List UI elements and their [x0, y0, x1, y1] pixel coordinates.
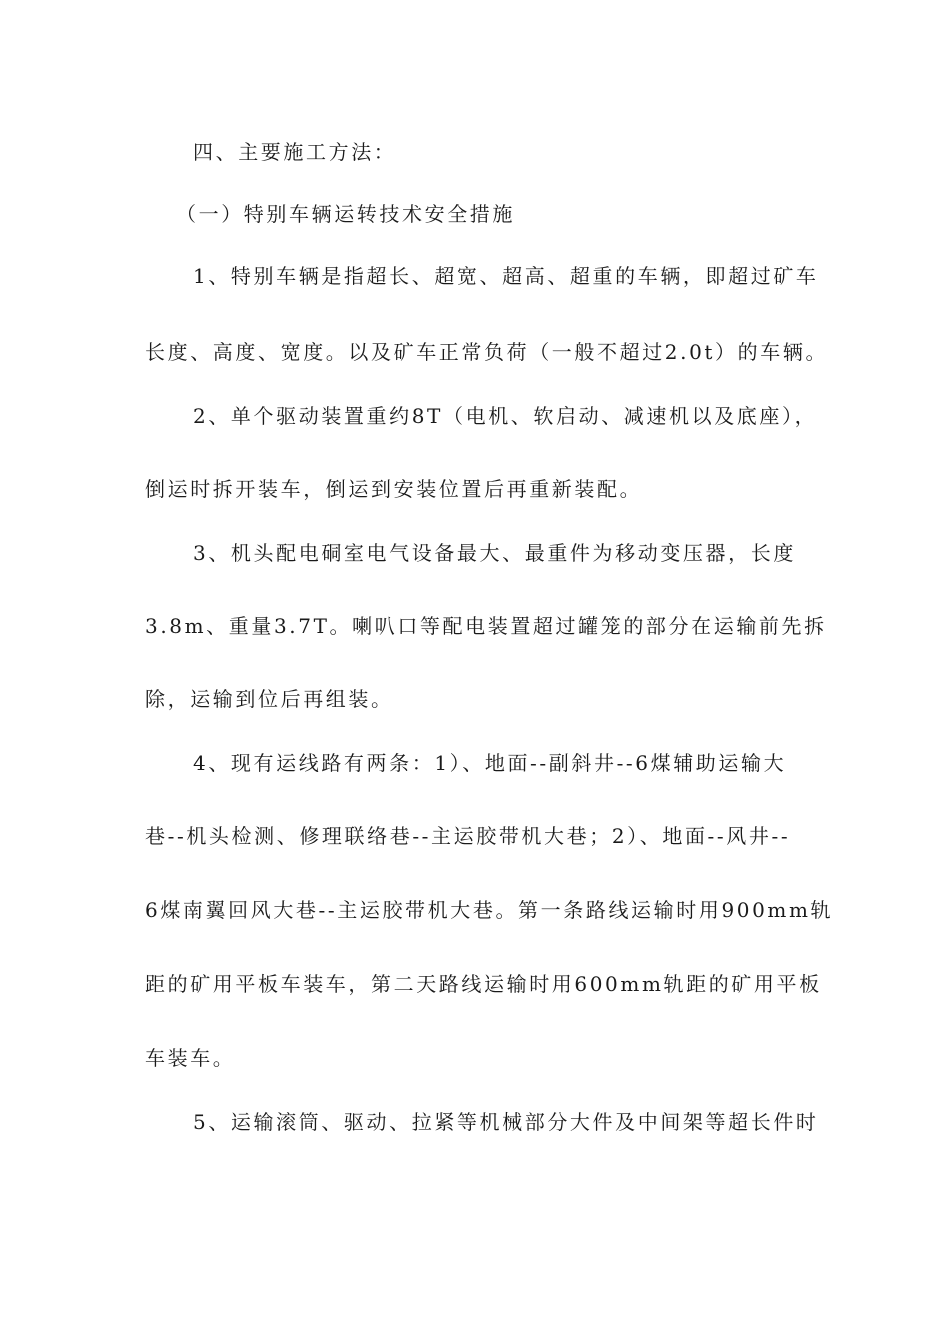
- paragraph-line: 4、现有运线路有两条：1）、地面--副斜井--6煤辅助运输大: [193, 751, 787, 775]
- paragraph-line: 巷--机头检测、修理联络巷--主运胶带机大巷；2）、地面--风井--: [145, 824, 791, 848]
- paragraph-line: 3.8m、重量3.7T。喇叭口等配电装置超过罐笼的部分在运输前先拆: [145, 614, 827, 638]
- section-heading: 四、主要施工方法：: [193, 140, 397, 164]
- paragraph-line: 车装车。: [145, 1046, 236, 1070]
- subsection-heading: （一）特别车辆运转技术安全措施: [176, 202, 515, 226]
- paragraph-line: 除，运输到位后再组装。: [145, 687, 394, 711]
- paragraph-line: 1、特别车辆是指超长、超宽、超高、超重的车辆，即超过矿车: [193, 264, 819, 288]
- paragraph-line: 倒运时拆开装车，倒运到安装位置后再重新装配。: [145, 477, 643, 501]
- paragraph-line: 距的矿用平板车装车，第二天路线运输时用600mm轨距的矿用平板: [145, 972, 822, 996]
- paragraph-line: 3、机头配电硐室电气设备最大、最重件为移动变压器，长度: [193, 541, 796, 565]
- paragraph-line: 2、单个驱动装置重约8T（电机、软启动、减速机以及底座），: [193, 404, 818, 428]
- paragraph-line: 6煤南翼回风大巷--主运胶带机大巷。第一条路线运输时用900mm轨: [145, 898, 834, 922]
- paragraph-line: 长度、高度、宽度。以及矿车正常负荷（一般不超过2.0t）的车辆。: [145, 340, 829, 364]
- paragraph-line: 5、运输滚筒、驱动、拉紧等机械部分大件及中间架等超长件时: [193, 1110, 819, 1134]
